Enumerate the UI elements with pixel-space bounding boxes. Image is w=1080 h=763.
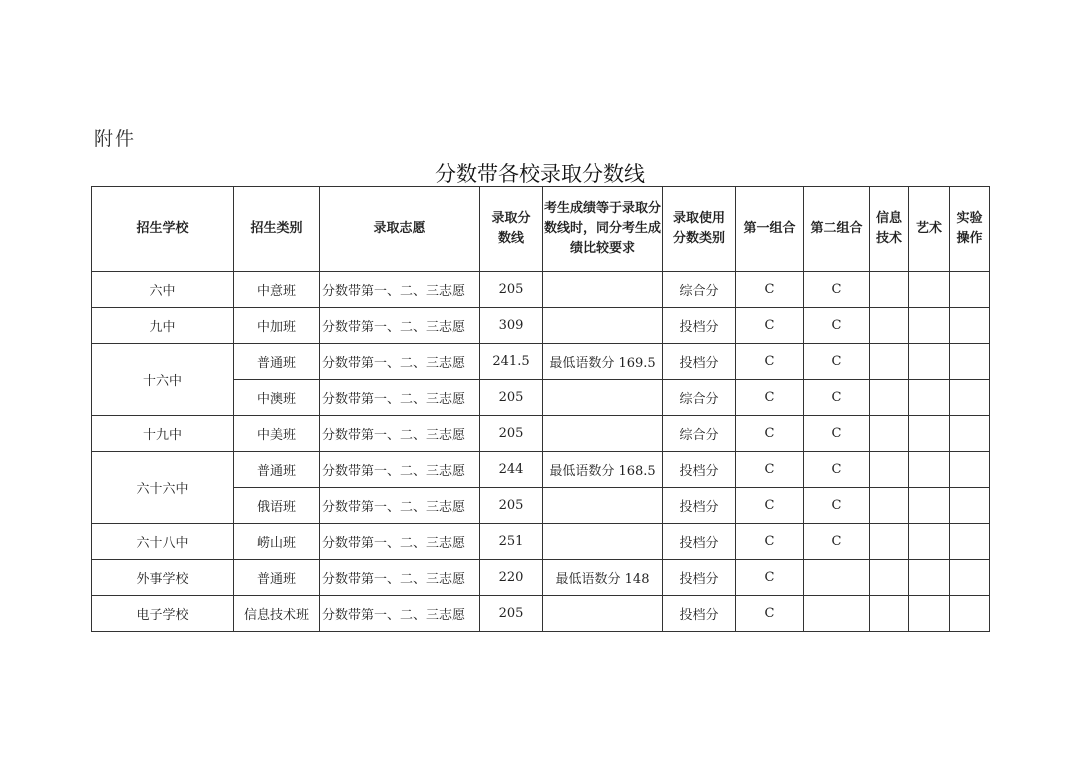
header-category: 招生类别: [234, 187, 320, 272]
cell-score-type: 综合分: [663, 416, 736, 452]
cell-preference: 分数带第一、二、三志愿: [320, 344, 480, 380]
cell-tie-rule: [543, 488, 663, 524]
cell-score-type: 投档分: [663, 560, 736, 596]
cell-art: [909, 344, 950, 380]
cell-it: [870, 308, 909, 344]
header-score-line: 录取分数线: [480, 187, 543, 272]
cell-school: 六十八中: [92, 524, 234, 560]
cell-tie-rule: 最低语数分 168.5: [543, 452, 663, 488]
cell-tie-rule: [543, 416, 663, 452]
cell-group1: C: [736, 596, 804, 632]
cell-it: [870, 596, 909, 632]
cell-lab: [950, 272, 990, 308]
cell-art: [909, 380, 950, 416]
cell-category: 中美班: [234, 416, 320, 452]
cell-school: 外事学校: [92, 560, 234, 596]
header-preference: 录取志愿: [320, 187, 480, 272]
cell-lab: [950, 596, 990, 632]
cell-score: 205: [480, 272, 543, 308]
cell-group2: [804, 560, 870, 596]
cell-art: [909, 272, 950, 308]
cell-score-type: 投档分: [663, 524, 736, 560]
cell-lab: [950, 452, 990, 488]
cell-art: [909, 596, 950, 632]
cell-tie-rule: [543, 596, 663, 632]
cell-tie-rule: [543, 524, 663, 560]
header-school: 招生学校: [92, 187, 234, 272]
cell-preference: 分数带第一、二、三志愿: [320, 524, 480, 560]
header-art: 艺术: [909, 187, 950, 272]
cell-group1: C: [736, 272, 804, 308]
table-row: [92, 452, 990, 488]
cell-group2: C: [804, 524, 870, 560]
cell-category: 俄语班: [234, 488, 320, 524]
cell-tie-rule: 最低语数分 148: [543, 560, 663, 596]
cell-tie-rule: 最低语数分 169.5: [543, 344, 663, 380]
cell-group2: C: [804, 488, 870, 524]
cell-group1: C: [736, 560, 804, 596]
cell-group2: [804, 596, 870, 632]
cell-school: 六中: [92, 272, 234, 308]
cell-category: 普通班: [234, 560, 320, 596]
cell-preference: 分数带第一、二、三志愿: [320, 488, 480, 524]
cell-art: [909, 416, 950, 452]
cell-art: [909, 560, 950, 596]
header-lab: 实验操作: [950, 187, 990, 272]
cell-score: 205: [480, 380, 543, 416]
cell-lab: [950, 416, 990, 452]
cell-score: 244: [480, 452, 543, 488]
table-row: [92, 524, 990, 560]
cell-group1: C: [736, 308, 804, 344]
cell-lab: [950, 344, 990, 380]
cell-preference: 分数带第一、二、三志愿: [320, 452, 480, 488]
cell-it: [870, 344, 909, 380]
cell-school: 电子学校: [92, 596, 234, 632]
cell-score: 205: [480, 488, 543, 524]
cell-score-type: 投档分: [663, 596, 736, 632]
cell-school: 十九中: [92, 416, 234, 452]
cell-school: 十六中: [92, 344, 234, 416]
cell-preference: 分数带第一、二、三志愿: [320, 416, 480, 452]
cell-tie-rule: [543, 308, 663, 344]
table-title: 分数带各校录取分数线: [435, 162, 645, 186]
cell-it: [870, 524, 909, 560]
cell-score: 205: [480, 596, 543, 632]
cell-score: 205: [480, 416, 543, 452]
table-row: [92, 416, 990, 452]
cell-preference: 分数带第一、二、三志愿: [320, 272, 480, 308]
cell-category: 中澳班: [234, 380, 320, 416]
cell-category: 信息技术班: [234, 596, 320, 632]
cell-art: [909, 524, 950, 560]
cell-group2: C: [804, 380, 870, 416]
cell-preference: 分数带第一、二、三志愿: [320, 560, 480, 596]
table-row: [92, 560, 990, 596]
cell-school: 六十六中: [92, 452, 234, 524]
cell-art: [909, 488, 950, 524]
cell-group1: C: [736, 380, 804, 416]
cell-preference: 分数带第一、二、三志愿: [320, 596, 480, 632]
cell-preference: 分数带第一、二、三志愿: [320, 308, 480, 344]
cell-group1: C: [736, 524, 804, 560]
cell-score: 241.5: [480, 344, 543, 380]
cell-group1: C: [736, 344, 804, 380]
cell-lab: [950, 524, 990, 560]
cell-score-type: 综合分: [663, 272, 736, 308]
cell-score-type: 投档分: [663, 488, 736, 524]
table-row: [92, 596, 990, 632]
cell-lab: [950, 488, 990, 524]
cell-it: [870, 488, 909, 524]
cell-score: 220: [480, 560, 543, 596]
cell-score-type: 投档分: [663, 452, 736, 488]
cell-category: 普通班: [234, 452, 320, 488]
cell-lab: [950, 560, 990, 596]
cell-lab: [950, 308, 990, 344]
admission-score-table: [91, 186, 990, 632]
annex-label: 附件: [94, 128, 137, 150]
table-row: [92, 272, 990, 308]
cell-score: 309: [480, 308, 543, 344]
cell-category: 普通班: [234, 344, 320, 380]
cell-lab: [950, 380, 990, 416]
table-row: [92, 344, 990, 380]
cell-score-type: 投档分: [663, 344, 736, 380]
cell-it: [870, 272, 909, 308]
header-group1: 第一组合: [736, 187, 804, 272]
header-tie-rule: 考生成绩等于录取分数线时，同分考生成绩比较要求: [543, 187, 663, 272]
cell-group2: C: [804, 344, 870, 380]
cell-group2: C: [804, 416, 870, 452]
cell-category: 中意班: [234, 272, 320, 308]
cell-it: [870, 416, 909, 452]
cell-preference: 分数带第一、二、三志愿: [320, 380, 480, 416]
cell-art: [909, 452, 950, 488]
cell-group1: C: [736, 416, 804, 452]
table-row: [92, 308, 990, 344]
cell-group2: C: [804, 308, 870, 344]
cell-it: [870, 560, 909, 596]
cell-score-type: 综合分: [663, 380, 736, 416]
cell-group2: C: [804, 452, 870, 488]
cell-group2: C: [804, 272, 870, 308]
cell-it: [870, 452, 909, 488]
cell-score-type: 投档分: [663, 308, 736, 344]
cell-it: [870, 380, 909, 416]
header-score-type: 录取使用分数类别: [663, 187, 736, 272]
cell-category: 中加班: [234, 308, 320, 344]
cell-school: 九中: [92, 308, 234, 344]
cell-art: [909, 308, 950, 344]
cell-tie-rule: [543, 272, 663, 308]
cell-group1: C: [736, 488, 804, 524]
table-body: [92, 272, 990, 632]
header-group2: 第二组合: [804, 187, 870, 272]
header-row: [92, 187, 990, 272]
header-it: 信息技术: [870, 187, 909, 272]
cell-category: 崂山班: [234, 524, 320, 560]
cell-score: 251: [480, 524, 543, 560]
cell-tie-rule: [543, 380, 663, 416]
cell-group1: C: [736, 452, 804, 488]
